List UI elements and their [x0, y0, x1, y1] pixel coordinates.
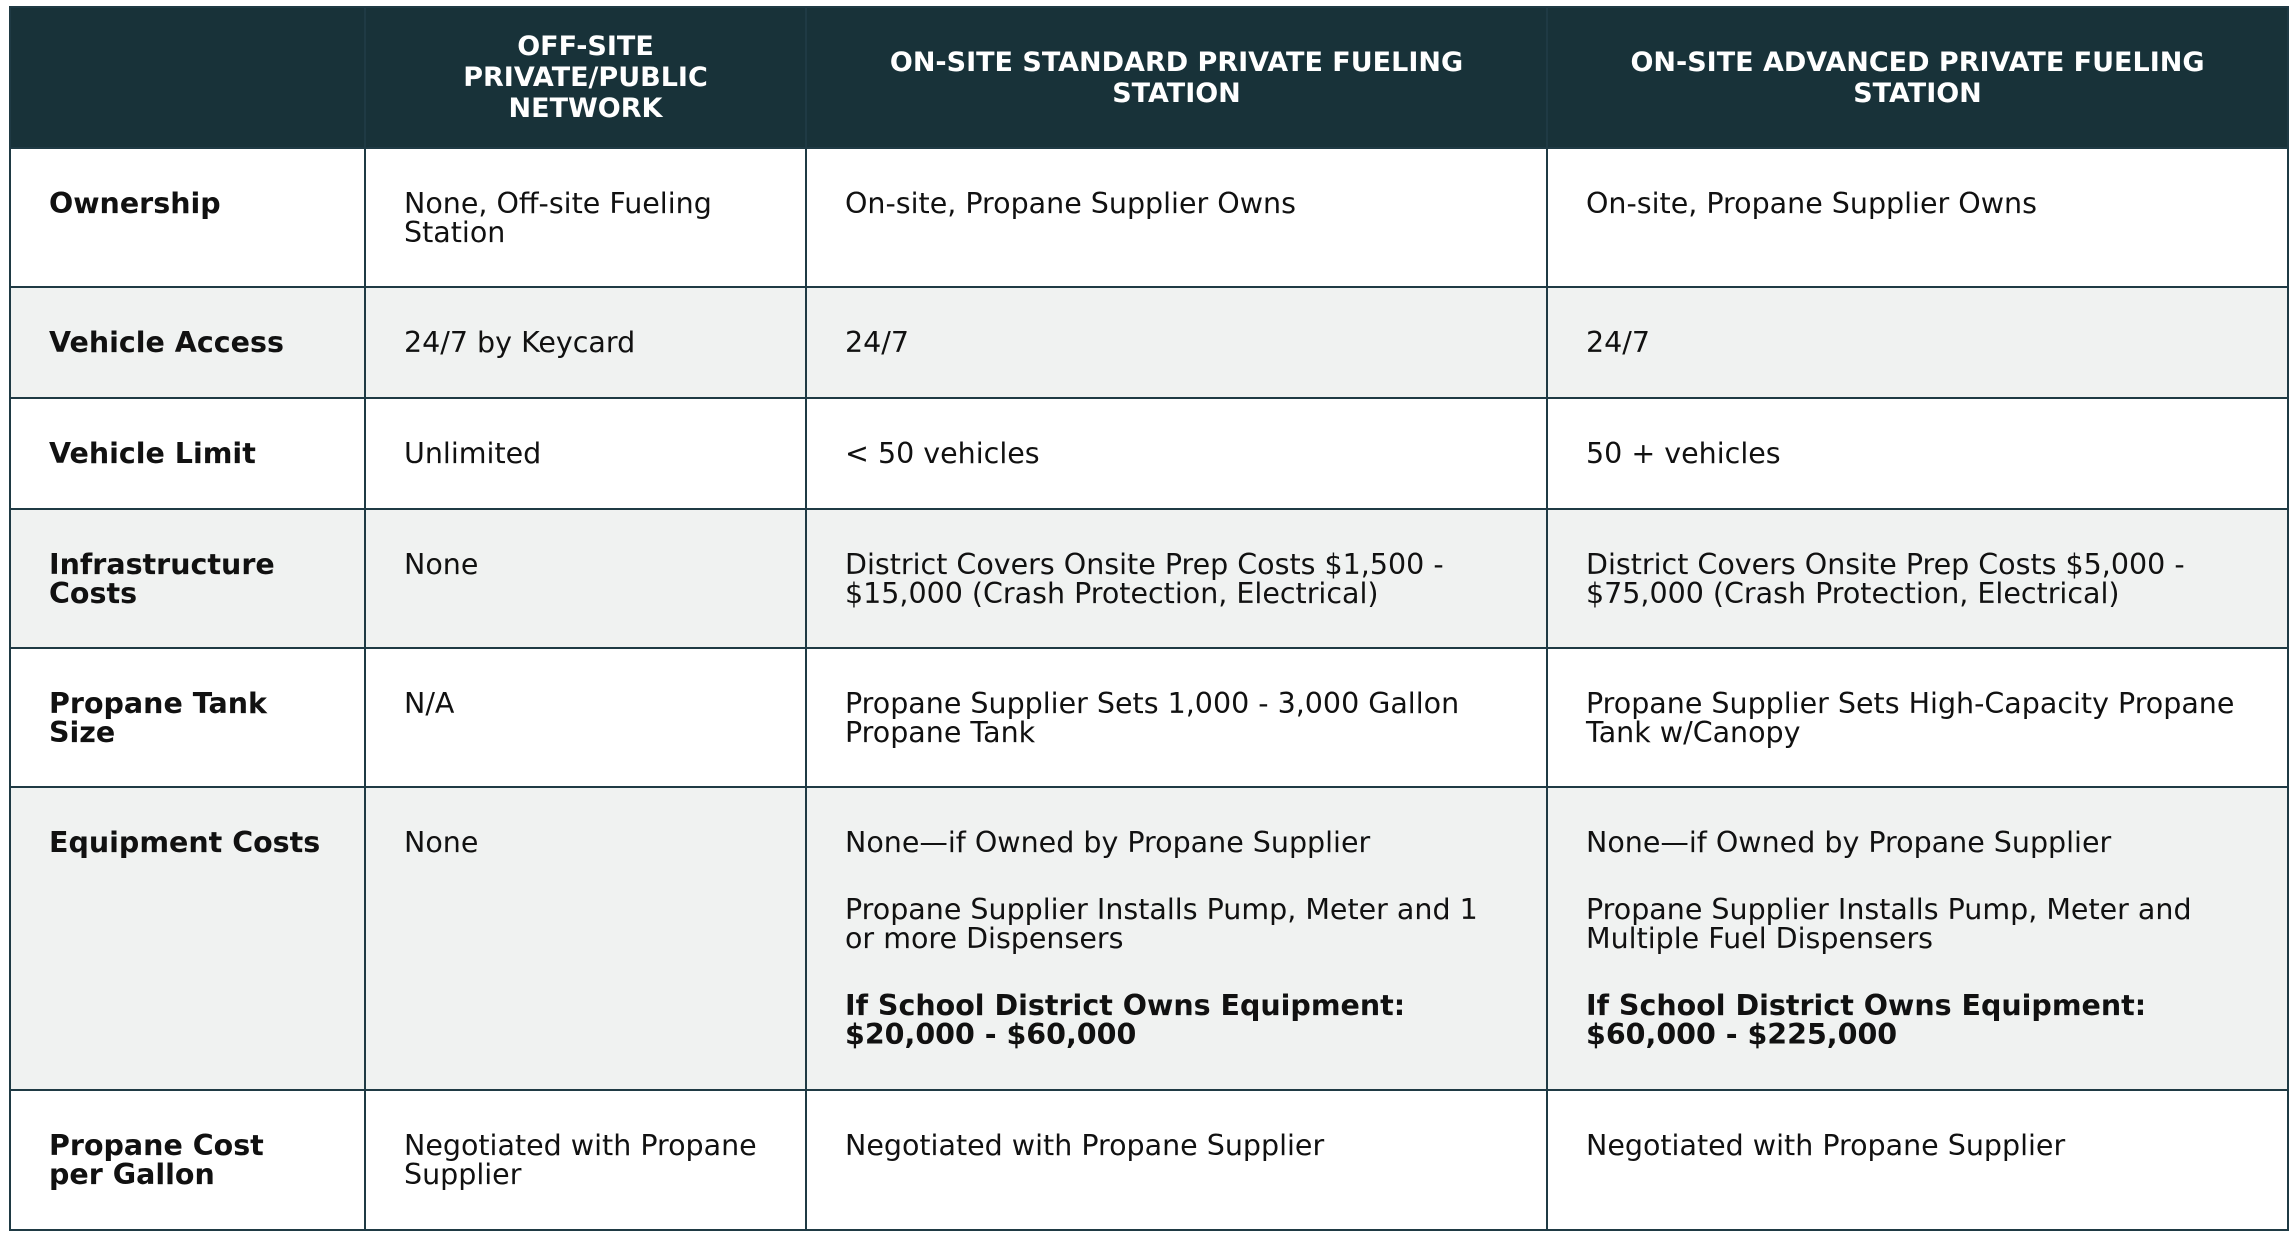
cell-vehicle-access-offsite: 24/7 by Keycard	[365, 287, 806, 398]
cell-equipment-advanced	[1547, 787, 2288, 1090]
cell-ownership-advanced: On-site, Propane Supplier Owns	[1547, 148, 2288, 287]
cell-propane-cost-standard: Negotiated with Propane Supplier	[806, 1090, 1547, 1230]
header-onsite-standard: ON-SITE STANDARD PRIVATE FUELING STATION	[806, 7, 1547, 148]
table-row-vehicle-access	[10, 287, 2288, 398]
equipment-advanced-district-cost: If School District Owns Equipment: $60,000 - $225,000	[1586, 989, 2147, 1051]
table-row-ownership	[10, 148, 2288, 287]
cell-vehicle-limit-advanced: 50 + vehicles	[1547, 398, 2288, 509]
row-label-vehicle-limit: Vehicle Limit	[10, 398, 365, 509]
cell-tank-size-standard: Propane Supplier Sets 1,000 - 3,000 Gallon Propane Tank	[806, 648, 1547, 787]
cell-propane-cost-advanced: Negotiated with Propane Supplier	[1547, 1090, 2288, 1230]
header-row	[10, 7, 2288, 148]
header-corner-cell	[10, 7, 365, 148]
fueling-options-comparison-table	[9, 6, 2289, 1231]
cell-infrastructure-offsite: None	[365, 509, 806, 648]
row-label-propane-tank-size: Propane Tank Size	[10, 648, 365, 787]
cell-tank-size-advanced: Propane Supplier Sets High-Capacity Propane Tank w/Canopy	[1547, 648, 2288, 787]
cell-vehicle-limit-standard: < 50 vehicles	[806, 398, 1547, 509]
header-onsite-advanced: ON-SITE ADVANCED PRIVATE FUELING STATION	[1547, 7, 2288, 148]
cell-equipment-offsite: None	[365, 787, 806, 1090]
equipment-advanced-install-note: Propane Supplier Installs Pump, Meter and Multiple Fuel Dispensers	[1586, 893, 2192, 955]
comparison-table-container	[9, 6, 2287, 1231]
equipment-advanced-owned-note: None—if Owned by Propane Supplier	[1586, 826, 2112, 859]
row-label-propane-cost-per-gallon: Propane Cost per Gallon	[10, 1090, 365, 1230]
table-row-infrastructure-costs	[10, 509, 2288, 648]
equipment-standard-install-note: Propane Supplier Installs Pump, Meter and 1 or more Dispensers	[845, 893, 1478, 955]
cell-ownership-offsite: None, Off-site Fueling Station	[365, 148, 806, 287]
row-label-infrastructure-costs: Infrastructure Costs	[10, 509, 365, 648]
cell-vehicle-limit-offsite: Unlimited	[365, 398, 806, 509]
cell-vehicle-access-standard: 24/7	[806, 287, 1547, 398]
table-body	[10, 148, 2288, 1230]
row-label-ownership: Ownership	[10, 148, 365, 287]
row-label-equipment-costs: Equipment Costs	[10, 787, 365, 1090]
cell-vehicle-access-advanced: 24/7	[1547, 287, 2288, 398]
table-header	[10, 7, 2288, 148]
cell-equipment-standard	[806, 787, 1547, 1090]
cell-ownership-standard: On-site, Propane Supplier Owns	[806, 148, 1547, 287]
table-row-propane-cost-per-gallon	[10, 1090, 2288, 1230]
table-row-propane-tank-size	[10, 648, 2288, 787]
table-row-vehicle-limit	[10, 398, 2288, 509]
cell-propane-cost-offsite: Negotiated with Propane Supplier	[365, 1090, 806, 1230]
equipment-standard-owned-note: None—if Owned by Propane Supplier	[845, 826, 1371, 859]
equipment-standard-district-cost: If School District Owns Equipment: $20,000 - $60,000	[845, 989, 1406, 1051]
cell-tank-size-offsite: N/A	[365, 648, 806, 787]
table-row-equipment-costs	[10, 787, 2288, 1090]
header-offsite-network: OFF-SITE PRIVATE/PUBLIC NETWORK	[365, 7, 806, 148]
cell-infrastructure-advanced: District Covers Onsite Prep Costs $5,000 - $75,000 (Crash Protection, Electrical)	[1547, 509, 2288, 648]
cell-infrastructure-standard: District Covers Onsite Prep Costs $1,500 - $15,000 (Crash Protection, Electrical)	[806, 509, 1547, 648]
row-label-vehicle-access: Vehicle Access	[10, 287, 365, 398]
